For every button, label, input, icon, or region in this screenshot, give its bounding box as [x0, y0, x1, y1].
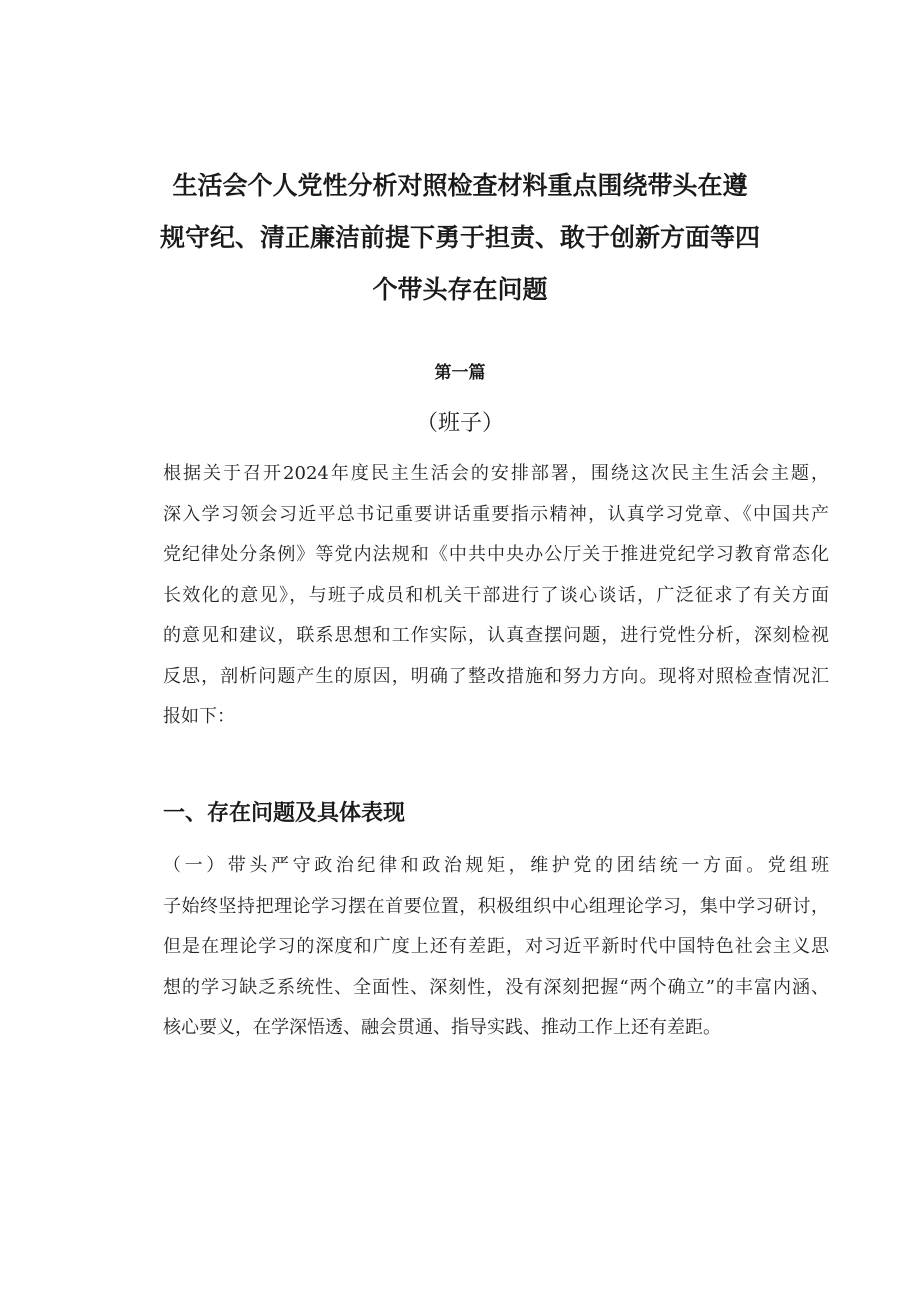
- section-line: （一）带头严守政治纪律和政治规矩，维护党的团结统一方面。党组班: [163, 855, 829, 876]
- intro-paragraph: [163, 454, 829, 738]
- intro-line: 党纪律处分条例》等党内法规和《中共中央办公厅关于推进党纪学习教育常态化: [163, 544, 829, 565]
- section-line: 想的学习缺乏系统性、全面性、深刻性，没有深刻把握“两个确立”的丰富内涵、: [163, 976, 829, 998]
- chapter-label: 第一篇: [434, 363, 486, 383]
- intro-line: 长效化的意见》，与班子成员和机关干部进行了谈心谈话，广泛征求了有关方面: [163, 584, 829, 606]
- section-heading: 一、存在问题及具体表现: [163, 801, 406, 826]
- title-line: 生活会个人党性分析对照检查材料重点围绕带头在遵: [172, 171, 748, 200]
- title-line: 个带头存在问题: [372, 275, 548, 304]
- intro-line: 反思，剖析问题产生的原因，明确了整改措施和努力方向。现将对照检查情况汇: [163, 665, 829, 687]
- intro-line: 根据关于召开2024年度民主生活会的安排部署，围绕这次民主生活会主题，: [163, 463, 829, 484]
- section-line: 子始终坚持把理论学习摆在首要位置，积极组织中心组理论学习，集中学习研讨，: [163, 895, 829, 917]
- title-line: 规守纪、清正廉洁前提下勇于担责、敢于创新方面等四: [159, 223, 760, 252]
- section-line: 核心要义，在学深悟透、融会贯通、指导实践、推动工作上还有差距。: [163, 1017, 721, 1038]
- section-line: 但是在理论学习的深度和广度上还有差距，对习近平新时代中国特色社会主义思: [163, 936, 829, 957]
- document-title: [140, 160, 780, 316]
- intro-line: 报如下：: [163, 706, 235, 727]
- intro-line: 深入学习领会习近平总书记重要讲话重要指示精神，认真学习党章、《中国共产: [163, 503, 829, 525]
- section-paragraph: [163, 846, 829, 1049]
- intro-line: 的意见和建议，联系思想和工作实际，认真查摆问题，进行党性分析，深刻检视: [163, 625, 829, 646]
- subtitle: （班子）: [415, 411, 504, 436]
